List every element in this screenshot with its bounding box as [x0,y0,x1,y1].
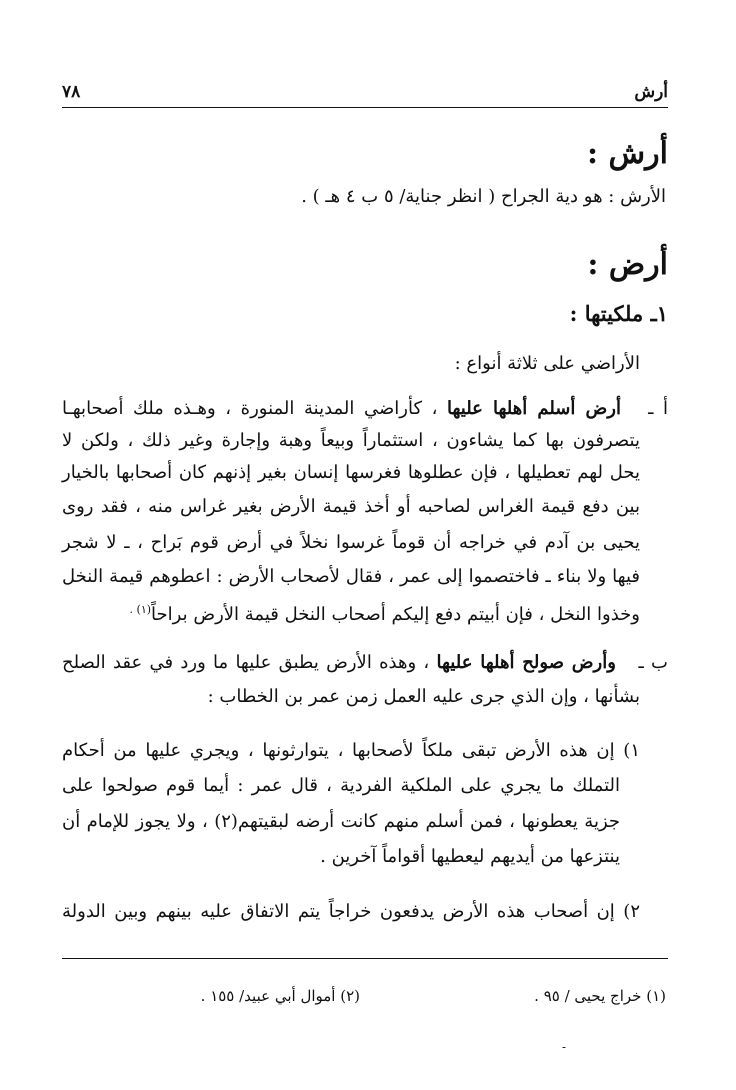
paragraph-a-line-5: يحيى بن آدم في خراجه أن قوماً غرسوا نخلاً في أرض قوم بَراح ، ـ لا شجر [62,532,640,553]
paragraph-a-line-4: بين دفع قيمة الغراس لصاحبه أو أخذ قيمة الأرض بغير غراس منه ، فقد روى [62,496,640,517]
paragraph-a-line-3: يحل لهم تعطيلها ، فإن عطلوها فغرسها إنسان بغير إذنهم كان أصحابها بالخيار [62,462,640,483]
point-2-line-1: ٢) إن أصحاب هذه الأرض يدفعون خراجاً يتم الاتفاق عليه بينهم وبين الدولة [62,901,640,922]
point-1-line-2: التملك ما يجري على الملكية الفردية ، قال عمر : أيما قوم صولحوا على [62,775,620,796]
running-header [62,82,668,104]
paragraph-a-line-7 [62,593,640,632]
item-marker-a: أ ـ [648,398,668,419]
item-a-bold-term: أرض أسلم أهلها عليها [446,398,621,419]
paragraph-a-line-1 [62,392,668,426]
point-1-line-3: جزية يعطونها ، فمن أسلم منهم كانت أرضه لبقيتهم(٢) ، ولا يجوز للإمام أن [62,811,621,832]
paragraph-b-line-2: بشأنها ، وإن الذي جرى عليه العمل زمن عمر بن الخطاب : [207,686,640,707]
intro-line: الأراضي على ثلاثة أنواع : [454,353,640,374]
footnote-ref-1: (١) . [129,603,152,616]
paragraph-a-line-7-text: وخذوا النخل ، فإن أبيتم دفع إليكم أصحاب النخل قيمة الأرض براحاً [151,604,640,625]
footnote-2: (٢) أموال أبي عبيد/ ١٥٥ . [200,987,360,1005]
item-a-line-1-text: ، كأراضي المدينة المنورة ، وهـذه ملك أصحابهـا [62,398,438,419]
entry-heading-ard: أرض : [587,247,668,282]
entry-text-arsh: الأرش : هو دية الجراح ( انظر جناية/ ٥ ب ٤ هـ ) . [301,186,666,207]
page-number: ٧٨ [62,82,81,102]
point-1-line-1: ١) إن هذه الأرض تبقى ملكاً لأصحابها ، يتوارثونها ، ويجري عليها من أحكام [62,740,640,761]
footnote-rule [62,958,668,959]
entry-heading-arsh: أرش : [587,136,668,171]
point-1-line-4: ينتزعها من أيديهم ليعطيها أقواماً آخرين . [320,846,620,867]
bottom-mark: - [562,1040,567,1054]
item-b-line-1-text: ، وهذه الأرض يطبق عليها ما ورد في عقد الصلح [62,652,430,673]
footnote-1: (١) خراج يحيى / ٩٥ . [534,987,666,1005]
section-heading-ownership: ١ـ ملكيتها : [569,301,668,326]
paragraph-a-line-6: فيها ولا بناء ـ فاختصموا إلى عمر ، فقال لأصحاب الأرض : اعطوهم قيمة النخل [62,566,640,587]
paragraph-a-line-2: يتصرفون بها كما يشاءون ، استثماراً وبيعاً وهبة وإجارة وغير ذلك ، ولكن لا [62,430,640,451]
item-marker-b: ب ـ [638,652,668,673]
running-header-title: أرش [634,82,668,102]
item-b-bold-term: وأرض صولح أهلها عليها [436,652,616,673]
header-rule [62,107,668,108]
document-page [62,0,668,1090]
paragraph-b-line-1 [62,646,668,680]
